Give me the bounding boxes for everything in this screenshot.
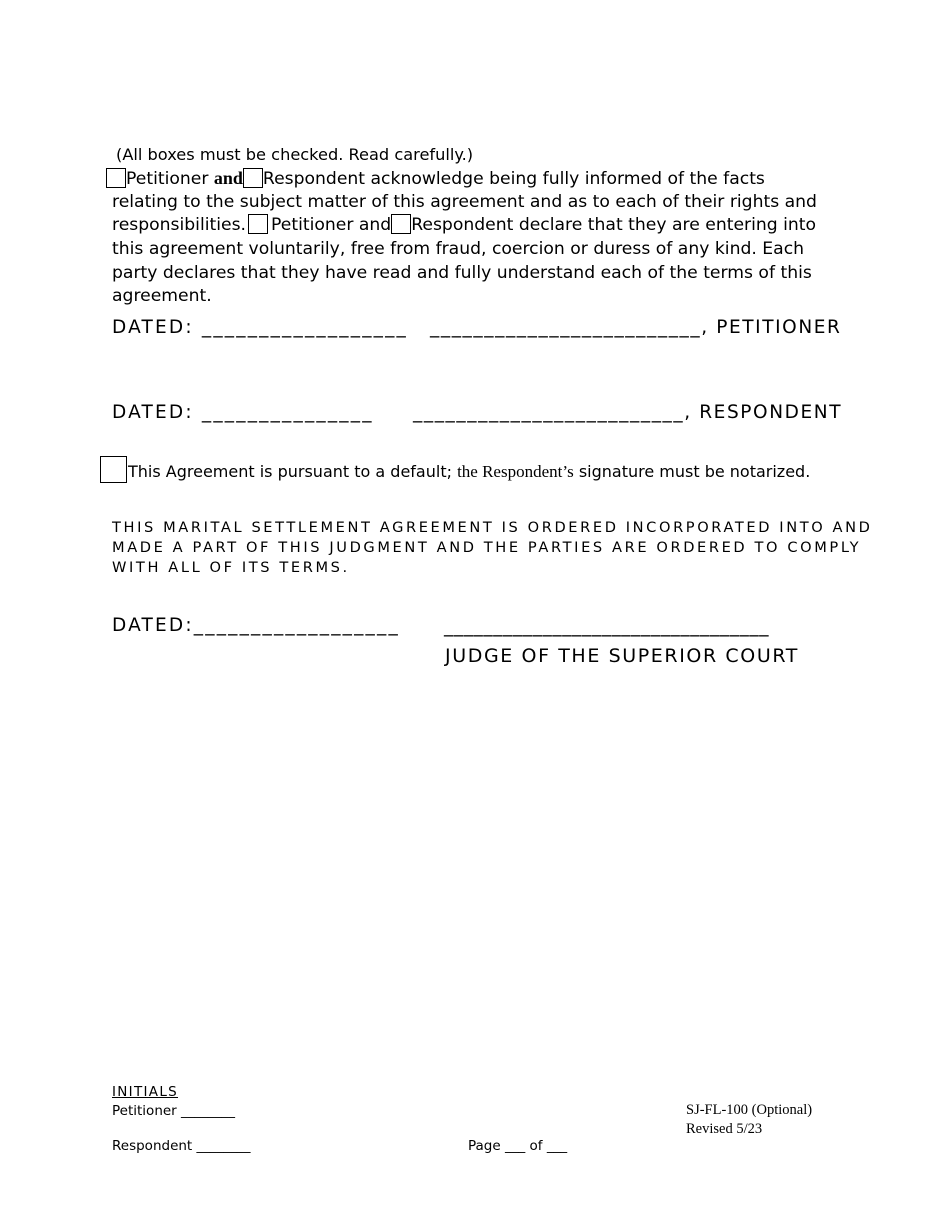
page-number: Page ___ of ___ [468, 1138, 568, 1154]
acknowledgement-line-1 [106, 167, 765, 192]
respondent-declare-checkbox[interactable] [391, 214, 411, 234]
order-line-1: THIS MARITAL SETTLEMENT AGREEMENT IS ORDERED INCORPORATED INTO AND [112, 519, 873, 536]
judge-title: JUDGE OF THE SUPERIOR COURT [445, 645, 799, 667]
default-text-c: signature must be notarized. [578, 462, 811, 481]
petitioner-initials-field[interactable]: Petitioner ________ [112, 1103, 236, 1119]
responsibilities-text: responsibilities. [112, 215, 247, 235]
initials-heading: INITIALS [112, 1084, 179, 1100]
petitioner-label: Petitioner [126, 169, 209, 189]
petitioner-and-text: Petitioner and [271, 215, 392, 235]
petitioner-declare-checkbox[interactable] [248, 214, 268, 234]
and-label: and [213, 168, 243, 188]
revised-date: Revised 5/23 [686, 1121, 763, 1137]
respondent-signature-line[interactable]: _________________________, RESPONDENT [413, 402, 843, 423]
respondent-declare-text: Respondent declare that they are entering into [411, 215, 817, 235]
petitioner-dated-field[interactable]: DATED: __________________ [112, 317, 408, 338]
default-text-a: This Agreement is pursuant to a default; [128, 462, 452, 481]
respondent-initials-field[interactable]: Respondent ________ [112, 1138, 251, 1154]
order-line-3: WITH ALL OF ITS TERMS. [112, 559, 350, 576]
default-statement [128, 462, 810, 482]
respondent-ack-checkbox[interactable] [243, 168, 263, 188]
acknowledgement-line-4: this agreement voluntarily, free from fraud, coercion or duress of any kind. Each [112, 239, 805, 259]
default-checkbox[interactable] [100, 456, 127, 483]
acknowledgement-line-5: party declares that they have read and fully understand each of the terms of this [112, 263, 812, 283]
petitioner-signature-line[interactable]: _________________________, PETITIONER [430, 317, 842, 338]
acknowledgement-line-2: relating to the subject matter of this agreement and as to each of their rights and [112, 192, 817, 212]
default-text-b: the Respondent’s [457, 462, 574, 481]
judge-signature-line[interactable]: _________________________________ [444, 616, 770, 637]
petitioner-ack-checkbox[interactable] [106, 168, 126, 188]
form-id: SJ-FL-100 (Optional) [686, 1102, 813, 1118]
instructions-text: (All boxes must be checked. Read carefully.) [116, 145, 474, 164]
order-line-2: MADE A PART OF THIS JUDGMENT AND THE PARTIES ARE ORDERED TO COMPLY [112, 539, 862, 556]
respondent-dated-field[interactable]: DATED: _______________ [112, 402, 374, 423]
acknowledgement-line-6: agreement. [112, 286, 212, 306]
respondent-ack-text: Respondent acknowledge being fully informed of the facts [262, 169, 765, 189]
judge-dated-field[interactable]: DATED:__________________ [112, 615, 400, 636]
acknowledgement-line-3 [112, 214, 816, 238]
